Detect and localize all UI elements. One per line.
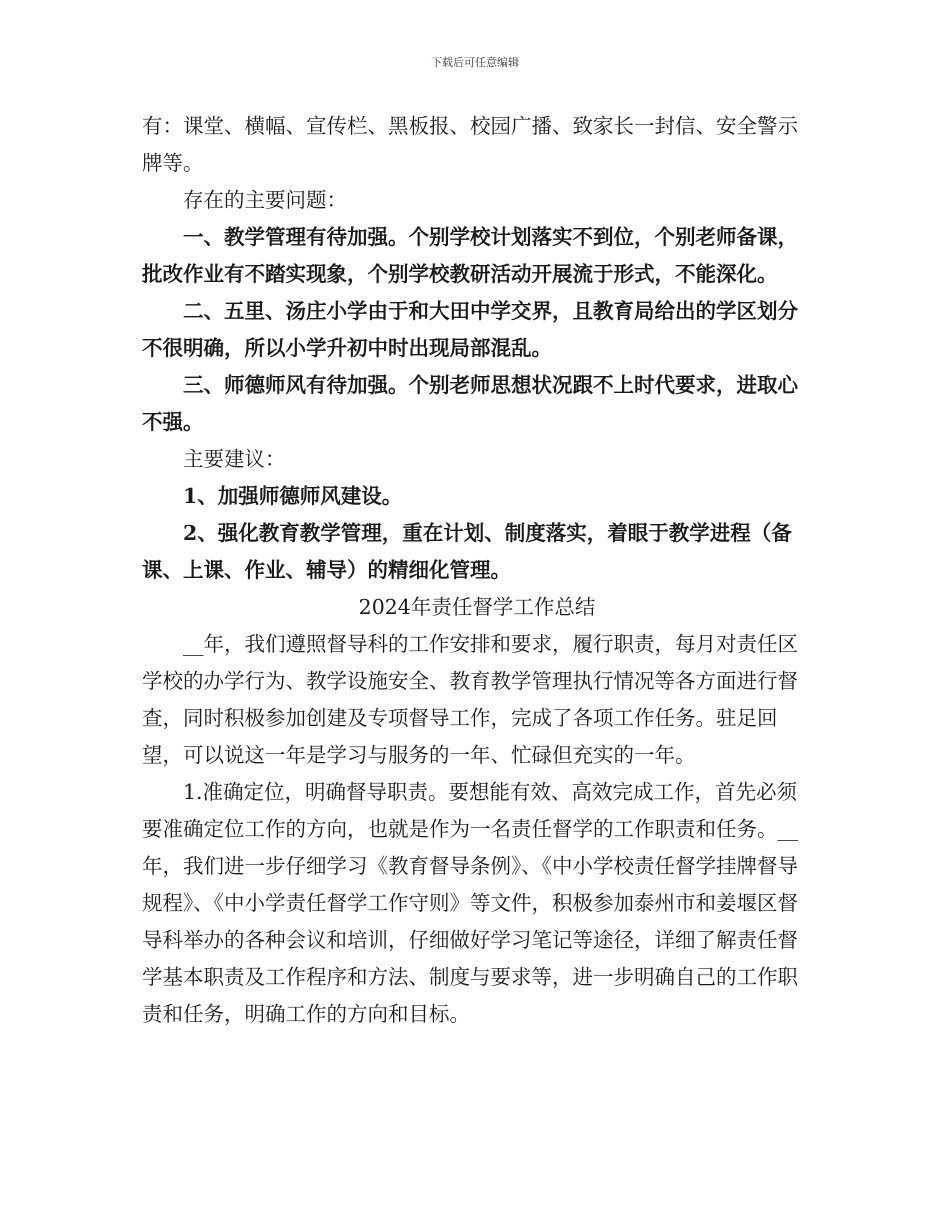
page-header: 下载后可任意编辑 bbox=[431, 56, 519, 69]
paragraph-summary-point-1: 1.准确定位，明确督导职责。要想能有效、高效完成工作，首先必须要准确定位工作的方向，也就是作为一名责任督学的工作职责和任务。__年，我们进一步仔细学习《教育督导条例》、《中小学校责任督学挂牌督导规程》、《中小学责任督学工作守则》等文件，积极参加泰州市和姜堰区督导科举办的各种会议和培训，仔细做好学习笔记等途径，详细了解责任督学基本职责及工作程序和方法、制度与要求等，进一步明确自己的工作职责和任务，明确工作的方向和目标。 bbox=[142, 780, 798, 1026]
paragraph-summary-intro: __年，我们遵照督导科的工作安排和要求，履行职责，每月对责任区学校的办学行为、教学设施安全、教育教学管理执行情况等各方面进行督查，同时积极参加创建及专项督导工作，完成了各项工作任务。驻足回望，可以说这一年是学习与服务的一年、忙碌但充实的一年。 bbox=[142, 632, 798, 767]
section-title: 2024年责任督学工作总结 bbox=[358, 595, 596, 619]
paragraph-suggestion-1: 1、加强师德师风建设。 bbox=[183, 484, 403, 508]
paragraph-problem-3: 三、师德师风有待加强。个别老师思想状况跟不上时代要求，进取心不强。 bbox=[142, 373, 798, 434]
paragraph-problem-1: 一、教学管理有待加强。个别学校计划落实不到位，个别老师备课，批改作业有不踏实现象，个别学校教研活动开展流于形式，不能深化。 bbox=[142, 225, 798, 286]
paragraph-suggestions-heading: 主要建议： bbox=[183, 447, 286, 471]
paragraph-suggestion-2: 2、强化教育教学管理，重在计划、制度落实，着眼于教学进程（备课、上课、作业、辅导）的精细化管理。 bbox=[142, 521, 792, 582]
paragraph-promotion-channels: 有：课堂、横幅、宣传栏、黑板报、校园广播、致家长一封信、安全警示牌等。 bbox=[142, 114, 798, 175]
paragraph-problem-2: 二、五里、汤庄小学由于和大田中学交界，且教育局给出的学区划分不很明确，所以小学升初中时出现局部混乱。 bbox=[142, 299, 798, 360]
document-body bbox=[142, 108, 812, 1033]
paragraph-main-problems-heading: 存在的主要问题： bbox=[183, 188, 347, 212]
